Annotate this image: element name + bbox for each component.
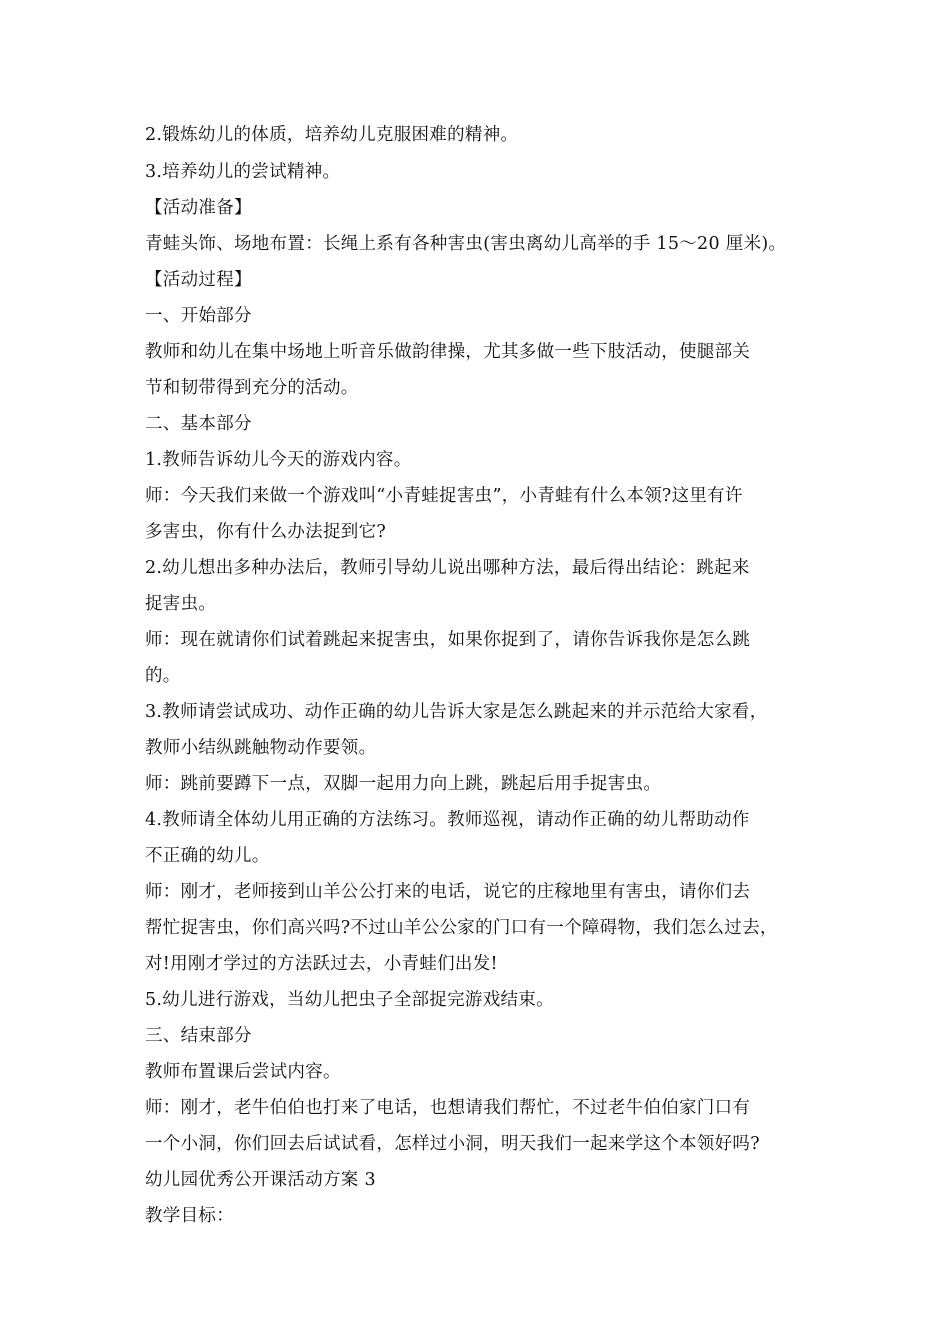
text-line: 3.培养幼儿的尝试精神。 — [145, 162, 341, 182]
text-line: 的。 — [145, 666, 181, 686]
subsection-heading: 三、结束部分 — [145, 1026, 252, 1046]
text-line: 一个小洞，你们回去后试试看，怎样过小洞，明天我们一起来学这个本领好吗? — [145, 1134, 760, 1154]
text-line: 教师和幼儿在集中场地上听音乐做韵律操，尤其多做一些下肢活动，使腿部关 — [145, 342, 751, 362]
subsection-heading: 二、基本部分 — [145, 414, 252, 434]
text-line: 1.教师告诉幼儿今天的游戏内容。 — [145, 450, 412, 470]
text-line: 教师布置课后尝试内容。 — [145, 1062, 341, 1082]
subsection-heading: 一、开始部分 — [145, 306, 252, 326]
text-line: 多害虫，你有什么办法捉到它? — [145, 522, 387, 542]
text-line: 师：刚才，老牛伯伯也打来了电话，也想请我们帮忙，不过老牛伯伯家门口有 — [145, 1098, 751, 1118]
text-line: 5.幼儿进行游戏，当幼儿把虫子全部捉完游戏结束。 — [145, 990, 554, 1010]
section-heading: 【活动过程】 — [145, 270, 252, 290]
text-line: 2.幼儿想出多种办法后，教师引导幼儿说出哪种方法，最后得出结论：跳起来 — [145, 558, 750, 578]
text-line: 师：跳前要蹲下一点，双脚一起用力向上跳，跳起后用手捉害虫。 — [145, 774, 662, 794]
text-line: 青蛙头饰、场地布置：长绳上系有各种害虫(害虫离幼儿高举的手 15～20 厘米)。 — [145, 234, 787, 254]
text-line: 捉害虫。 — [145, 594, 217, 614]
text-line: 3.教师请尝试成功、动作正确的幼儿告诉大家是怎么跳起来的并示范给大家看， — [145, 702, 768, 722]
text-line: 师：刚才，老师接到山羊公公打来的电话，说它的庄稼地里有害虫，请你们去 — [145, 882, 751, 902]
text-line: 师：现在就请你们试着跳起来捉害虫，如果你捉到了，请你告诉我你是怎么跳 — [145, 630, 751, 650]
text-line: 4.教师请全体幼儿用正确的方法练习。教师巡视，请动作正确的幼儿帮助动作 — [145, 810, 750, 830]
text-line: 2.锻炼幼儿的体质，培养幼儿克服困难的精神。 — [145, 125, 519, 145]
text-line: 节和韧带得到充分的活动。 — [145, 378, 359, 398]
text-line: 不正确的幼儿。 — [145, 846, 270, 866]
plan-title: 幼儿园优秀公开课活动方案 3 — [145, 1170, 376, 1190]
text-line: 对!用刚才学过的方法跃过去，小青蛙们出发! — [145, 954, 498, 974]
text-line: 帮忙捉害虫，你们高兴吗?不过山羊公公家的门口有一个障碍物，我们怎么过去， — [145, 918, 778, 938]
text-line: 师：今天我们来做一个游戏叫“小青蛙捉害虫”，小青蛙有什么本领?这里有许 — [145, 486, 743, 506]
subsection-heading: 教学目标： — [145, 1206, 234, 1226]
section-heading: 【活动准备】 — [145, 198, 252, 218]
text-line: 教师小结纵跳触物动作要领。 — [145, 738, 377, 758]
